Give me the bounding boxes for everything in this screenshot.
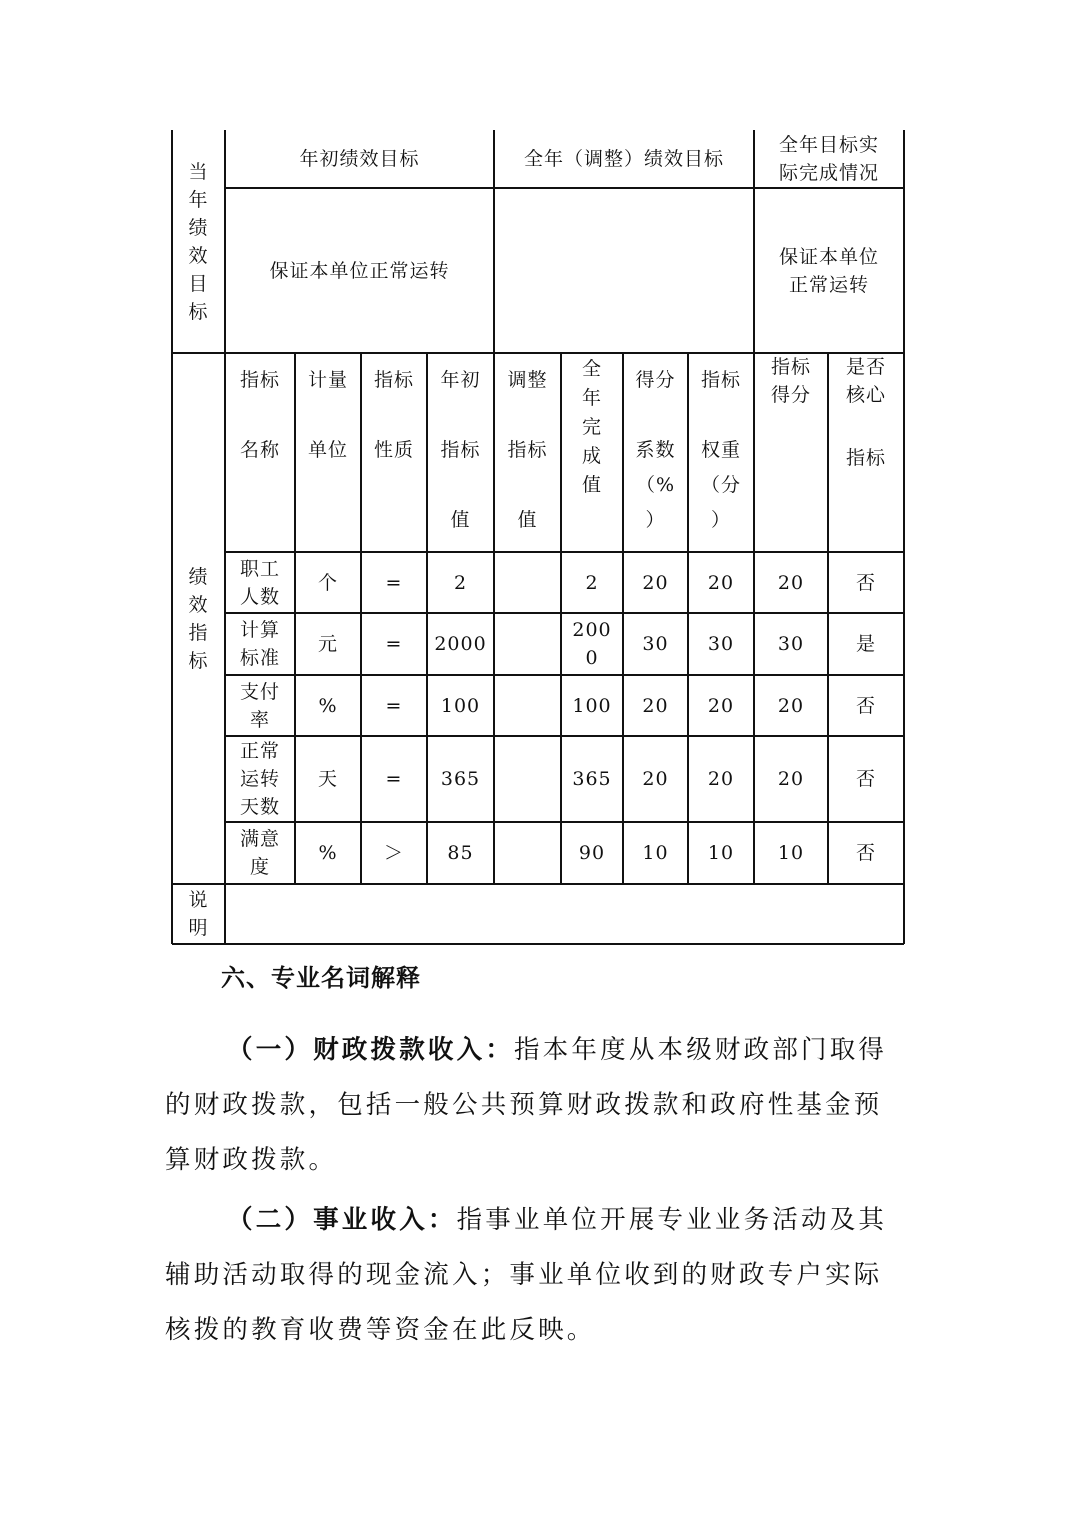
cell-text: 绩 <box>188 216 209 239</box>
indicator-header <box>427 353 494 562</box>
indicator-cell-coef <box>623 822 688 884</box>
cell-text: 85 <box>447 842 474 864</box>
term-business-income: （二）事业收入 <box>227 1205 428 1235</box>
cell-text: 10 <box>777 842 805 864</box>
indicator-cell-adjusted <box>494 822 561 884</box>
cell-text: 2000 <box>434 633 487 655</box>
cell-text <box>524 468 531 503</box>
cell-text: 10 <box>707 842 735 864</box>
indicator-cell-unit <box>295 613 361 675</box>
cell-text: 标 <box>188 649 209 672</box>
cell-text: 2 <box>453 571 468 594</box>
cell-text <box>524 765 531 793</box>
note-side-label <box>172 884 225 944</box>
indicator-side-label <box>172 353 225 884</box>
goal-side-label <box>172 130 225 353</box>
cell-text: 20 <box>777 571 805 594</box>
cell-text: 全年目标实 <box>778 134 879 156</box>
indicator-cell-core <box>828 675 904 736</box>
goal-col-actual <box>754 130 904 188</box>
indicator-cell-nature <box>361 675 427 736</box>
cell-text: 效 <box>188 593 209 616</box>
cell-text: 100 <box>440 694 481 717</box>
cell-text: 名称 <box>239 439 280 461</box>
cell-text: 际完成情况 <box>778 162 879 184</box>
cell-text: 100 <box>572 694 612 717</box>
indicator-cell-score <box>754 822 828 884</box>
indicator-cell-name <box>225 613 295 675</box>
cell-text: 指标 <box>845 447 886 469</box>
cell-text: % <box>318 842 338 864</box>
indicator-cell-weight <box>688 613 754 675</box>
cell-text: 指标 <box>373 369 414 391</box>
cell-text: = <box>385 571 403 594</box>
cell-text: 计量 <box>307 369 348 391</box>
cell-text: 30 <box>707 633 735 655</box>
indicator-cell-unit <box>295 736 361 822</box>
term-fiscal-appropriation: （一）财政拨款收入 <box>227 1035 486 1065</box>
cell-text: （% <box>635 474 676 496</box>
cell-text: 20 <box>777 768 805 790</box>
cell-text: 20 <box>642 571 669 594</box>
indicator-cell-weight <box>688 736 754 822</box>
cell-text: 绩 <box>188 565 209 588</box>
cell-text: 得分 <box>635 369 676 391</box>
term-separator: ： <box>427 1205 457 1235</box>
indicator-cell-name <box>225 552 295 613</box>
cell-text: 否 <box>855 571 876 594</box>
indicator-cell-complete <box>561 613 623 675</box>
indicator-cell-score <box>754 552 828 613</box>
cell-text: 20 <box>642 768 669 790</box>
indicator-cell-complete <box>561 736 623 822</box>
cell-text: 否 <box>855 768 876 790</box>
indicator-cell-coef <box>623 613 688 675</box>
cell-text: 运转 <box>239 768 280 790</box>
cell-text: 年初 <box>440 369 481 391</box>
cell-text: = <box>385 694 403 717</box>
cell-text: % <box>318 694 338 717</box>
cell-text: 指标 <box>700 369 741 391</box>
cell-text <box>652 398 659 433</box>
paragraph-business-income <box>165 1193 895 1358</box>
indicator-header <box>828 353 904 552</box>
cell-text <box>524 398 531 433</box>
cell-text: （分 <box>700 474 741 496</box>
cell-text: 得分 <box>770 384 811 406</box>
goal-adjusted-value <box>494 188 754 353</box>
indicator-cell-nature <box>361 822 427 884</box>
cell-text <box>524 839 531 867</box>
cell-text: 标 <box>188 300 209 323</box>
indicator-header <box>361 353 427 562</box>
indicator-cell-unit <box>295 552 361 613</box>
cell-text: ） <box>710 509 731 531</box>
indicator-cell-name <box>225 736 295 822</box>
cell-text: 天数 <box>239 796 280 818</box>
cell-text: 20 <box>707 694 735 717</box>
cell-text: 年 <box>581 387 602 409</box>
indicator-cell-coef <box>623 736 688 822</box>
cell-text: 全年（调整）绩效目标 <box>523 148 724 170</box>
indicator-header <box>561 353 623 554</box>
cell-text: 否 <box>855 694 876 717</box>
indicator-cell-initial <box>427 736 494 822</box>
goal-initial-value <box>225 188 494 353</box>
cell-text: 是 <box>855 633 876 655</box>
goal-actual-value <box>754 188 904 353</box>
indicator-cell-complete <box>561 675 623 736</box>
cell-text <box>457 398 464 433</box>
indicator-cell-weight <box>688 822 754 884</box>
indicator-cell-adjusted <box>494 675 561 736</box>
indicator-cell-core <box>828 736 904 822</box>
indicator-header <box>623 353 688 562</box>
indicator-cell-adjusted <box>494 736 561 822</box>
cell-text: 效 <box>188 244 209 267</box>
indicator-header <box>295 353 361 562</box>
cell-text <box>862 409 869 444</box>
cell-text <box>524 569 531 597</box>
indicator-cell-weight <box>688 675 754 736</box>
cell-text: 计算 <box>239 619 280 641</box>
indicator-cell-complete <box>561 822 623 884</box>
indicator-cell-score <box>754 613 828 675</box>
cell-text: 30 <box>777 633 805 655</box>
cell-text <box>324 398 331 433</box>
goal-col-adjusted <box>494 130 754 188</box>
cell-text: 否 <box>855 842 876 864</box>
cell-text: 保证本单位正常运转 <box>269 259 450 282</box>
indicator-cell-initial <box>427 822 494 884</box>
cell-text: 系数 <box>635 439 676 461</box>
indicator-cell-adjusted <box>494 552 561 613</box>
cell-text: 0 <box>585 647 599 669</box>
cell-text: 标准 <box>239 647 280 669</box>
indicator-cell-initial <box>427 552 494 613</box>
cell-text: 值 <box>450 509 471 531</box>
cell-text: 职工 <box>239 557 280 580</box>
cell-text: 指标 <box>770 356 811 378</box>
note-value <box>225 884 904 944</box>
cell-text: 完 <box>581 416 602 438</box>
cell-text: 说 <box>188 889 209 911</box>
cell-text: 全 <box>581 358 602 380</box>
cell-text: 支付 <box>239 680 280 703</box>
cell-text: 年 <box>188 188 209 211</box>
indicator-cell-name <box>225 822 295 884</box>
cell-text: 调整 <box>507 369 548 391</box>
indicator-header <box>225 353 295 562</box>
cell-text: 人数 <box>239 585 280 608</box>
cell-text: 明 <box>188 917 209 939</box>
cell-text <box>390 398 397 433</box>
cell-text: 是否 <box>845 356 886 378</box>
cell-text: = <box>385 768 403 790</box>
cell-text: 个 <box>317 571 338 594</box>
cell-text: 度 <box>249 856 270 878</box>
cell-text: 年初绩效目标 <box>299 148 420 170</box>
cell-text <box>620 257 627 285</box>
cell-text: 365 <box>440 768 481 790</box>
indicator-header <box>688 353 754 562</box>
cell-text: 率 <box>249 708 270 731</box>
cell-text: 指标 <box>440 439 481 461</box>
cell-text: 单位 <box>307 439 348 461</box>
definition-fiscal-appropriation: 指本年度从本级财政部门取得的财政拨款，包括一般公共预算财政拨款和政府性基金预算财政拨款。 <box>165 1035 888 1175</box>
indicator-cell-adjusted <box>494 613 561 675</box>
cell-text: 权重 <box>700 439 741 461</box>
cell-text: 指标 <box>239 369 280 391</box>
indicator-cell-coef <box>623 552 688 613</box>
term-separator: ： <box>485 1035 515 1065</box>
cell-text: = <box>385 633 403 655</box>
cell-text: 20 <box>707 768 735 790</box>
cell-text: 365 <box>572 768 612 790</box>
cell-text: ） <box>645 509 666 531</box>
cell-text <box>524 630 531 658</box>
cell-text: 值 <box>517 509 538 531</box>
indicator-cell-coef <box>623 675 688 736</box>
cell-text: 正常运转 <box>788 273 869 296</box>
cell-text: 90 <box>578 842 606 864</box>
cell-text: 成 <box>581 445 602 467</box>
indicator-cell-nature <box>361 736 427 822</box>
cell-text: 满意 <box>239 828 280 850</box>
indicator-cell-initial <box>427 675 494 736</box>
cell-text: 元 <box>317 633 338 655</box>
definition-business-income: 指事业单位开展专业业务活动及其辅助活动取得的现金流入；事业单位收到的财政专户实际核拨的教育收费等资金在此反映。 <box>165 1205 888 1345</box>
cell-text: 20 <box>707 571 735 594</box>
indicator-header <box>754 353 828 552</box>
cell-text: 当 <box>188 160 209 183</box>
indicator-cell-weight <box>688 552 754 613</box>
cell-text: 保证本单位 <box>778 245 879 268</box>
cell-text: 30 <box>642 633 669 655</box>
indicator-cell-score <box>754 736 828 822</box>
indicator-cell-core <box>828 613 904 675</box>
section-heading: 六、专业名词解释 <box>221 964 421 992</box>
indicator-cell-nature <box>361 552 427 613</box>
indicator-cell-score <box>754 675 828 736</box>
indicator-cell-unit <box>295 675 361 736</box>
indicator-cell-unit <box>295 822 361 884</box>
indicator-cell-core <box>828 822 904 884</box>
paragraph-fiscal-appropriation <box>165 1023 895 1188</box>
cell-text <box>717 398 724 433</box>
cell-text: 性质 <box>373 439 414 461</box>
cell-text: 正常 <box>239 740 280 762</box>
cell-text <box>457 468 464 503</box>
performance-table <box>172 130 904 944</box>
indicator-cell-complete <box>561 552 623 613</box>
goal-col-initial <box>225 130 494 188</box>
cell-text <box>561 900 568 928</box>
cell-text: 20 <box>642 694 669 717</box>
cell-text: 指 <box>188 621 209 644</box>
cell-text: 200 <box>572 619 612 641</box>
cell-text <box>524 692 531 720</box>
indicator-cell-name <box>225 675 295 736</box>
cell-text: 天 <box>317 768 338 790</box>
indicator-cell-nature <box>361 613 427 675</box>
cell-text: 指标 <box>507 439 548 461</box>
indicator-header <box>494 353 561 562</box>
indicator-cell-core <box>828 552 904 613</box>
cell-text: 10 <box>642 842 669 864</box>
cell-text: 核心 <box>845 384 886 406</box>
cell-text: 目 <box>188 272 209 295</box>
cell-text: 20 <box>777 694 805 717</box>
cell-text: 值 <box>581 474 602 496</box>
indicator-cell-initial <box>427 613 494 675</box>
cell-text: 2 <box>585 571 599 594</box>
cell-text <box>256 398 263 433</box>
cell-text: ＞ <box>383 842 404 864</box>
